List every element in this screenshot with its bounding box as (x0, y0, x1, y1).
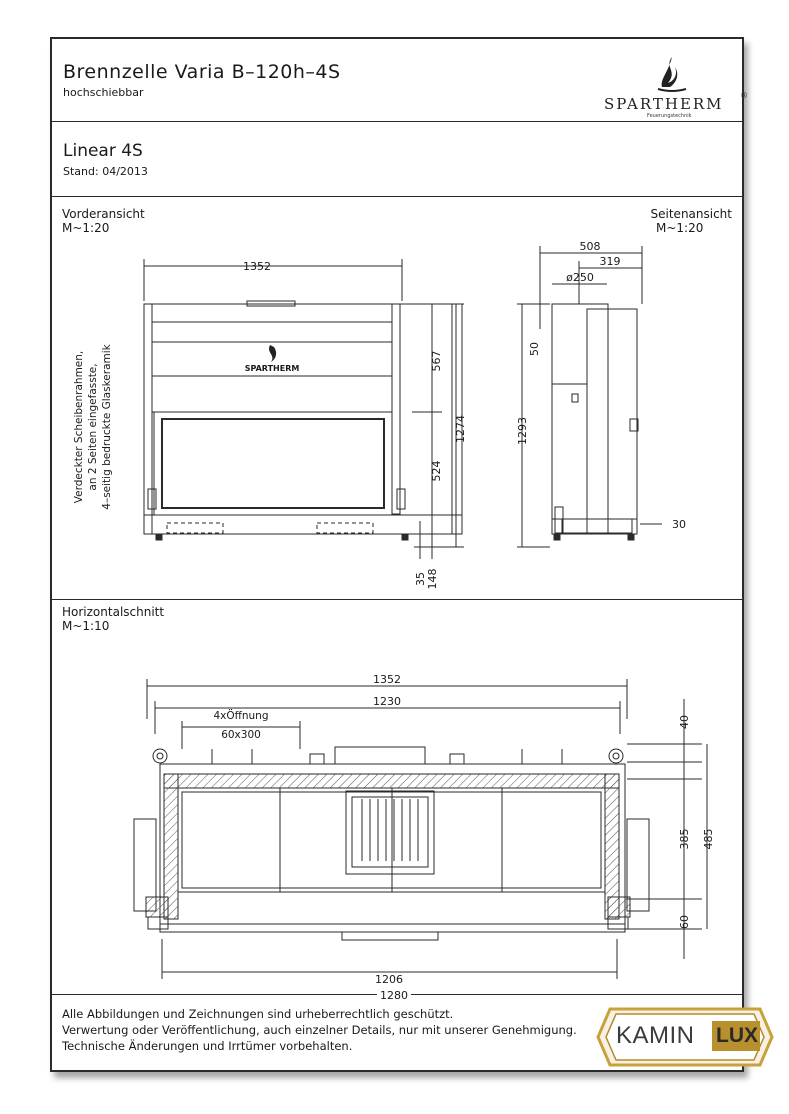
page-title: Brennzelle Varia B–120h–4S (63, 61, 341, 83)
opening-size: 60x300 (221, 729, 261, 741)
front-view-label: Vorderansicht (62, 207, 145, 221)
glass-note: Verdeckter Scheibenrahmen, (73, 350, 85, 504)
dim-right: 30 (672, 518, 686, 531)
dim-485: 485 (702, 828, 715, 850)
dim-outer: 1352 (373, 673, 401, 686)
dim-upper: 567 (430, 350, 443, 372)
brand-logo: SPARTHERM (604, 95, 724, 113)
dim-inner: 1230 (373, 695, 401, 708)
dim-rear: 319 (599, 255, 621, 268)
dim-top: 50 (528, 342, 541, 356)
dim-bottom-outer: 1280 (377, 989, 411, 1002)
footer-line: Verwertung oder Veröffentlichung, auch einzelner Details, nur mit unserer Genehmigung. (62, 1023, 577, 1037)
opening-label: 4xÖffnung (213, 710, 269, 722)
brand-registered: ® (740, 91, 748, 100)
dim-385: 385 (678, 828, 691, 850)
dim-bottom-inner: 1206 (375, 973, 403, 986)
side-view-label: Seitenansicht (650, 207, 732, 221)
dim-40: 40 (678, 715, 691, 729)
front-view-scale: M~1:20 (62, 221, 110, 235)
dim-lower: 524 (430, 460, 443, 482)
section-label: Horizontalschnitt (62, 605, 165, 619)
glass-note: 4–seitig bedruckte Glaskeramik (101, 344, 113, 510)
dim-depth: 508 (579, 240, 601, 253)
brand-tagline: Feuerungstechnik (647, 113, 692, 119)
dim-base: 148 (426, 568, 439, 590)
dim-60: 60 (678, 915, 691, 929)
watermark-text: KAMIN (616, 1022, 695, 1049)
revision-date: Stand: 04/2013 (63, 165, 148, 178)
dim-flue: ø250 (566, 271, 594, 284)
badge-flame-icon (269, 345, 276, 362)
section-scale: M~1:10 (62, 619, 110, 633)
dim-width: 1352 (243, 260, 271, 273)
drawing-sheet (50, 37, 748, 1072)
glass-note: an 2 Seiten eingefasste, (87, 363, 99, 491)
watermark-accent-text: LUX (716, 1024, 758, 1047)
horizontal-section-drawing (52, 599, 742, 994)
page-subtitle: hochschiebbar (63, 86, 144, 99)
front-view-drawing (52, 39, 742, 599)
side-view-scale: M~1:20 (656, 221, 704, 235)
footer-line: Technische Änderungen und Irrtümer vorbehalten. (62, 1039, 353, 1053)
copyright-notice (62, 1006, 577, 1054)
product-name: Linear 4S (63, 141, 143, 161)
dim-height: 1293 (516, 417, 529, 445)
dim-total: 1274 (454, 415, 467, 443)
dim-foot: 35 (414, 572, 427, 586)
front-badge: SPARTHERM (244, 364, 300, 373)
footer-line: Alle Abbildungen und Zeichnungen sind urheberrechtlich geschützt. (62, 1007, 454, 1021)
